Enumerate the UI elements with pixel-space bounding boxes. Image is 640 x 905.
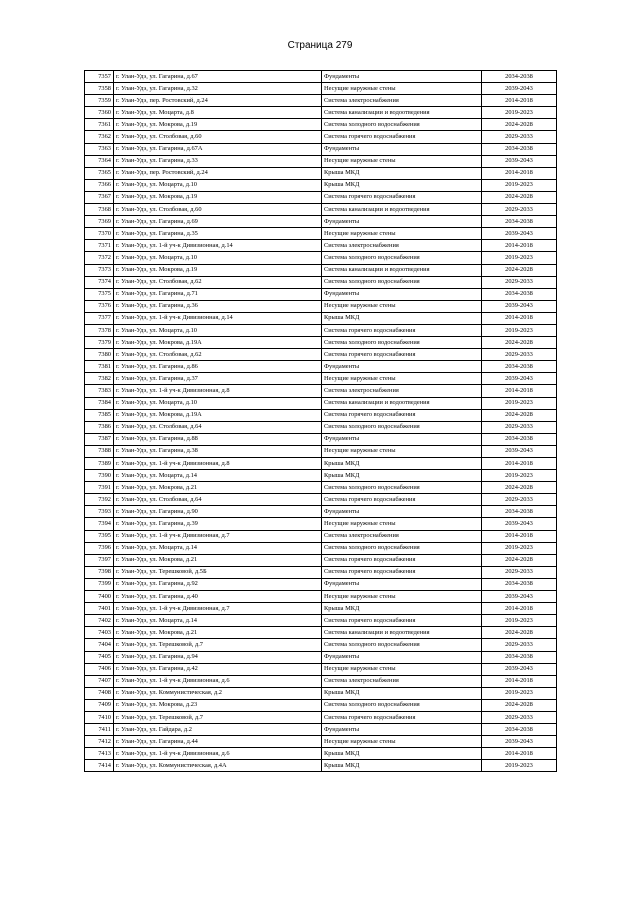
- period-cell: 2039-2043: [482, 518, 557, 530]
- row-number-cell: 7357: [85, 71, 114, 83]
- table-row: [85, 143, 557, 155]
- address-cell: г. Улан-Удэ, ул. Терешковой, д.5Б: [114, 566, 322, 578]
- period-cell: 2039-2043: [482, 591, 557, 603]
- period-cell: 2014-2018: [482, 748, 557, 760]
- address-cell: г. Улан-Удэ, ул. Гагарина, д.40: [114, 591, 322, 603]
- address-cell: г. Улан-Удэ, ул. Гагарина, д.69: [114, 216, 322, 228]
- system-cell: Несущие наружные стены: [322, 518, 482, 530]
- table-row: [85, 216, 557, 228]
- system-cell: Несущие наружные стены: [322, 445, 482, 457]
- row-number-cell: 7366: [85, 179, 114, 191]
- row-number-cell: 7370: [85, 228, 114, 240]
- system-cell: Система канализации и водоотведения: [322, 264, 482, 276]
- period-cell: 2019-2023: [482, 470, 557, 482]
- period-cell: 2039-2043: [482, 663, 557, 675]
- row-number-cell: 7402: [85, 615, 114, 627]
- row-number-cell: 7361: [85, 119, 114, 131]
- address-cell: г. Улан-Удэ, ул. Моцарта, д.10: [114, 252, 322, 264]
- system-cell: Система горячего водоснабжения: [322, 615, 482, 627]
- system-cell: Несущие наружные стены: [322, 83, 482, 95]
- address-cell: г. Улан-Удэ, ул. Столбовая, д.62: [114, 276, 322, 288]
- system-cell: Несущие наружные стены: [322, 736, 482, 748]
- row-number-cell: 7363: [85, 143, 114, 155]
- system-cell: Фундаменты: [322, 433, 482, 445]
- period-cell: 2034-2038: [482, 724, 557, 736]
- system-cell: Несущие наружные стены: [322, 228, 482, 240]
- row-number-cell: 7373: [85, 264, 114, 276]
- period-cell: 2024-2028: [482, 699, 557, 711]
- period-cell: 2034-2038: [482, 361, 557, 373]
- table-row: [85, 675, 557, 687]
- row-number-cell: 7367: [85, 191, 114, 203]
- period-cell: 2034-2038: [482, 288, 557, 300]
- system-cell: Система холодного водоснабжения: [322, 119, 482, 131]
- table-row: [85, 711, 557, 723]
- row-number-cell: 7381: [85, 361, 114, 373]
- system-cell: Крыша МКД: [322, 470, 482, 482]
- period-cell: 2014-2018: [482, 240, 557, 252]
- table-row: [85, 736, 557, 748]
- system-cell: Фундаменты: [322, 71, 482, 83]
- row-number-cell: 7376: [85, 300, 114, 312]
- row-number-cell: 7362: [85, 131, 114, 143]
- period-cell: 2034-2038: [482, 506, 557, 518]
- row-number-cell: 7398: [85, 566, 114, 578]
- address-cell: г. Улан-Удэ, ул. Гагарина, д.67: [114, 71, 322, 83]
- row-number-cell: 7365: [85, 167, 114, 179]
- row-number-cell: 7401: [85, 603, 114, 615]
- period-cell: 2039-2043: [482, 445, 557, 457]
- period-cell: 2029-2033: [482, 494, 557, 506]
- row-number-cell: 7386: [85, 421, 114, 433]
- system-cell: Фундаменты: [322, 361, 482, 373]
- table-row: [85, 300, 557, 312]
- period-cell: 2019-2023: [482, 324, 557, 336]
- system-cell: Система холодного водоснабжения: [322, 639, 482, 651]
- address-cell: г. Улан-Удэ, ул. Мокрова, д.23: [114, 699, 322, 711]
- row-number-cell: 7360: [85, 107, 114, 119]
- table-row: [85, 542, 557, 554]
- address-cell: г. Улан-Удэ, ул. Мокрова, д.19: [114, 264, 322, 276]
- period-cell: 2019-2023: [482, 107, 557, 119]
- period-cell: 2029-2033: [482, 276, 557, 288]
- table-row: [85, 760, 557, 772]
- period-cell: 2014-2018: [482, 458, 557, 470]
- system-cell: Система холодного водоснабжения: [322, 252, 482, 264]
- row-number-cell: 7385: [85, 409, 114, 421]
- address-cell: г. Улан-Удэ, ул. Моцарта, д.10: [114, 324, 322, 336]
- table-row: [85, 470, 557, 482]
- system-cell: Система горячего водоснабжения: [322, 494, 482, 506]
- row-number-cell: 7392: [85, 494, 114, 506]
- row-number-cell: 7396: [85, 542, 114, 554]
- system-cell: Фундаменты: [322, 506, 482, 518]
- period-cell: 2029-2033: [482, 711, 557, 723]
- row-number-cell: 7379: [85, 337, 114, 349]
- address-cell: г. Улан-Удэ, ул. Гагарина, д.92: [114, 578, 322, 590]
- system-cell: Система канализации и водоотведения: [322, 204, 482, 216]
- address-cell: г. Улан-Удэ, ул. Гагарина, д.42: [114, 663, 322, 675]
- row-number-cell: 7391: [85, 482, 114, 494]
- period-cell: 2024-2028: [482, 554, 557, 566]
- table-row: [85, 627, 557, 639]
- system-cell: Крыша МКД: [322, 760, 482, 772]
- period-cell: 2024-2028: [482, 264, 557, 276]
- row-number-cell: 7407: [85, 675, 114, 687]
- address-cell: г. Улан-Удэ, ул. Мокрова, д.21: [114, 627, 322, 639]
- system-cell: Несущие наружные стены: [322, 663, 482, 675]
- period-cell: 2029-2033: [482, 421, 557, 433]
- period-cell: 2014-2018: [482, 603, 557, 615]
- address-cell: г. Улан-Удэ, ул. Гагарина, д.36: [114, 300, 322, 312]
- system-cell: Система горячего водоснабжения: [322, 409, 482, 421]
- table-row: [85, 566, 557, 578]
- row-number-cell: 7413: [85, 748, 114, 760]
- system-cell: Система горячего водоснабжения: [322, 711, 482, 723]
- address-cell: г. Улан-Удэ, ул. 1-й уч-к Дивизионная, д.7: [114, 603, 322, 615]
- system-cell: Фундаменты: [322, 143, 482, 155]
- row-number-cell: 7414: [85, 760, 114, 772]
- system-cell: Крыша МКД: [322, 312, 482, 324]
- period-cell: 2034-2038: [482, 651, 557, 663]
- address-cell: г. Улан-Удэ, ул. Мокрова, д.19: [114, 119, 322, 131]
- table-row: [85, 554, 557, 566]
- system-cell: Фундаменты: [322, 216, 482, 228]
- row-number-cell: 7382: [85, 373, 114, 385]
- row-number-cell: 7388: [85, 445, 114, 457]
- address-cell: г. Улан-Удэ, ул. Моцарта, д.10: [114, 179, 322, 191]
- table-row: [85, 324, 557, 336]
- table-row: [85, 373, 557, 385]
- period-cell: 2024-2028: [482, 337, 557, 349]
- period-cell: 2034-2038: [482, 143, 557, 155]
- system-cell: Система холодного водоснабжения: [322, 699, 482, 711]
- row-number-cell: 7375: [85, 288, 114, 300]
- row-number-cell: 7394: [85, 518, 114, 530]
- row-number-cell: 7372: [85, 252, 114, 264]
- period-cell: 2039-2043: [482, 300, 557, 312]
- table-row: [85, 288, 557, 300]
- system-cell: Фундаменты: [322, 651, 482, 663]
- row-number-cell: 7377: [85, 312, 114, 324]
- system-cell: Крыша МКД: [322, 603, 482, 615]
- system-cell: Несущие наружные стены: [322, 155, 482, 167]
- address-cell: г. Улан-Удэ, ул. Гагарина, д.86: [114, 361, 322, 373]
- period-cell: 2019-2023: [482, 542, 557, 554]
- address-cell: г. Улан-Удэ, ул. Столбовая, д.64: [114, 494, 322, 506]
- address-cell: г. Улан-Удэ, ул. Столбовая, д.60: [114, 204, 322, 216]
- row-number-cell: 7378: [85, 324, 114, 336]
- period-cell: 2014-2018: [482, 675, 557, 687]
- system-cell: Крыша МКД: [322, 179, 482, 191]
- address-cell: г. Улан-Удэ, ул. 1-й уч-к Дивизионная, д.14: [114, 240, 322, 252]
- system-cell: Система канализации и водоотведения: [322, 107, 482, 119]
- table-row: [85, 506, 557, 518]
- address-cell: г. Улан-Удэ, ул. Столбовая, д.62: [114, 349, 322, 361]
- table-row: [85, 337, 557, 349]
- row-number-cell: 7364: [85, 155, 114, 167]
- row-number-cell: 7409: [85, 699, 114, 711]
- address-cell: г. Улан-Удэ, ул. Моцарта, д.14: [114, 615, 322, 627]
- row-number-cell: 7400: [85, 591, 114, 603]
- address-cell: г. Улан-Удэ, ул. Гагарина, д.37: [114, 373, 322, 385]
- row-number-cell: 7410: [85, 711, 114, 723]
- row-number-cell: 7387: [85, 433, 114, 445]
- system-cell: Система канализации и водоотведения: [322, 627, 482, 639]
- row-number-cell: 7403: [85, 627, 114, 639]
- period-cell: 2039-2043: [482, 228, 557, 240]
- system-cell: Система горячего водоснабжения: [322, 131, 482, 143]
- address-cell: г. Улан-Удэ, ул. Мокрова, д.19А: [114, 409, 322, 421]
- period-cell: 2024-2028: [482, 627, 557, 639]
- address-cell: г. Улан-Удэ, ул. Терешковой, д.7: [114, 639, 322, 651]
- period-cell: 2024-2028: [482, 409, 557, 421]
- table-row: [85, 530, 557, 542]
- table-row: [85, 119, 557, 131]
- address-cell: г. Улан-Удэ, ул. Мокрова, д.19: [114, 191, 322, 203]
- address-cell: г. Улан-Удэ, ул. 1-й уч-к Дивизионная, д.6: [114, 748, 322, 760]
- table-row: [85, 95, 557, 107]
- address-cell: г. Улан-Удэ, ул. Гагарина, д.71: [114, 288, 322, 300]
- system-cell: Система холодного водоснабжения: [322, 542, 482, 554]
- period-cell: 2024-2028: [482, 191, 557, 203]
- row-number-cell: 7359: [85, 95, 114, 107]
- table-row: [85, 71, 557, 83]
- address-cell: г. Улан-Удэ, ул. Гагарина, д.33: [114, 155, 322, 167]
- row-number-cell: 7369: [85, 216, 114, 228]
- system-cell: Фундаменты: [322, 578, 482, 590]
- address-cell: г. Улан-Удэ, пер. Ростовский, д.24: [114, 167, 322, 179]
- period-cell: 2034-2038: [482, 578, 557, 590]
- address-cell: г. Улан-Удэ, ул. Гагарина, д.94: [114, 651, 322, 663]
- table-row: [85, 445, 557, 457]
- period-cell: 2019-2023: [482, 397, 557, 409]
- row-number-cell: 7368: [85, 204, 114, 216]
- table-row: [85, 397, 557, 409]
- system-cell: Система горячего водоснабжения: [322, 191, 482, 203]
- period-cell: 2039-2043: [482, 155, 557, 167]
- table-row: [85, 518, 557, 530]
- address-cell: г. Улан-Удэ, пер. Ростовский, д.24: [114, 95, 322, 107]
- address-cell: г. Улан-Удэ, ул. 1-й уч-к Дивизионная, д.6: [114, 675, 322, 687]
- table-row: [85, 699, 557, 711]
- table-row: [85, 651, 557, 663]
- system-cell: Фундаменты: [322, 724, 482, 736]
- table-row: [85, 264, 557, 276]
- address-cell: г. Улан-Удэ, ул. Гагарина, д.35: [114, 228, 322, 240]
- system-cell: Система горячего водоснабжения: [322, 566, 482, 578]
- system-cell: Фундаменты: [322, 288, 482, 300]
- period-cell: 2019-2023: [482, 179, 557, 191]
- row-number-cell: 7405: [85, 651, 114, 663]
- table-row: [85, 421, 557, 433]
- address-cell: г. Улан-Удэ, ул. Гагарина, д.32: [114, 83, 322, 95]
- address-cell: г. Улан-Удэ, ул. 1-й уч-к Дивизионная, д.14: [114, 312, 322, 324]
- system-cell: Система холодного водоснабжения: [322, 421, 482, 433]
- address-cell: г. Улан-Удэ, ул. Коммунистическая, д.2: [114, 687, 322, 699]
- address-cell: г. Улан-Удэ, ул. Мокрова, д.21: [114, 554, 322, 566]
- system-cell: Система электроснабжения: [322, 530, 482, 542]
- system-cell: Система электроснабжения: [322, 675, 482, 687]
- address-cell: г. Улан-Удэ, ул. Гагарина, д.44: [114, 736, 322, 748]
- table-row: [85, 494, 557, 506]
- table-row: [85, 591, 557, 603]
- system-cell: Крыша МКД: [322, 687, 482, 699]
- period-cell: 2024-2028: [482, 119, 557, 131]
- period-cell: 2029-2033: [482, 131, 557, 143]
- system-cell: Система канализации и водоотведения: [322, 397, 482, 409]
- table-row: [85, 155, 557, 167]
- row-number-cell: 7358: [85, 83, 114, 95]
- system-cell: Несущие наружные стены: [322, 300, 482, 312]
- address-cell: г. Улан-Удэ, ул. 1-й уч-к Дивизионная, д.7: [114, 530, 322, 542]
- row-number-cell: 7383: [85, 385, 114, 397]
- row-number-cell: 7371: [85, 240, 114, 252]
- period-cell: 2024-2028: [482, 482, 557, 494]
- system-cell: Несущие наружные стены: [322, 591, 482, 603]
- system-cell: Система электроснабжения: [322, 240, 482, 252]
- address-cell: г. Улан-Удэ, ул. Гагарина, д.88: [114, 433, 322, 445]
- table-row: [85, 433, 557, 445]
- period-cell: 2039-2043: [482, 373, 557, 385]
- period-cell: 2029-2033: [482, 349, 557, 361]
- system-cell: Крыша МКД: [322, 167, 482, 179]
- address-cell: г. Улан-Удэ, ул. Коммунистическая, д.4А: [114, 760, 322, 772]
- row-number-cell: 7374: [85, 276, 114, 288]
- row-number-cell: 7399: [85, 578, 114, 590]
- address-cell: г. Улан-Удэ, ул. 1-й уч-к Дивизионная, д.8: [114, 385, 322, 397]
- table-row: [85, 482, 557, 494]
- period-cell: 2014-2018: [482, 530, 557, 542]
- table-row: [85, 167, 557, 179]
- row-number-cell: 7412: [85, 736, 114, 748]
- row-number-cell: 7395: [85, 530, 114, 542]
- table-row: [85, 312, 557, 324]
- system-cell: Система электроснабжения: [322, 95, 482, 107]
- address-cell: г. Улан-Удэ, ул. Моцарта, д.8: [114, 107, 322, 119]
- period-cell: 2019-2023: [482, 687, 557, 699]
- table-row: [85, 191, 557, 203]
- period-cell: 2014-2018: [482, 385, 557, 397]
- system-cell: Система холодного водоснабжения: [322, 482, 482, 494]
- table-row: [85, 615, 557, 627]
- address-cell: г. Улан-Удэ, ул. Гагарина, д.38: [114, 445, 322, 457]
- address-cell: г. Улан-Удэ, ул. Моцарта, д.14: [114, 470, 322, 482]
- address-cell: г. Улан-Удэ, ул. Столбовая, д.60: [114, 131, 322, 143]
- system-cell: Крыша МКД: [322, 748, 482, 760]
- row-number-cell: 7408: [85, 687, 114, 699]
- system-cell: Система холодного водоснабжения: [322, 337, 482, 349]
- address-cell: г. Улан-Удэ, ул. Гагарина, д.39: [114, 518, 322, 530]
- table-row: [85, 724, 557, 736]
- row-number-cell: 7380: [85, 349, 114, 361]
- period-cell: 2019-2023: [482, 252, 557, 264]
- address-cell: г. Улан-Удэ, ул. Гагарина, д.90: [114, 506, 322, 518]
- table-row: [85, 276, 557, 288]
- address-cell: г. Улан-Удэ, ул. Мокрова, д.21: [114, 482, 322, 494]
- system-cell: Крыша МКД: [322, 458, 482, 470]
- table-row: [85, 240, 557, 252]
- table-row: [85, 458, 557, 470]
- table-row: [85, 179, 557, 191]
- table-row: [85, 687, 557, 699]
- period-cell: 2029-2033: [482, 639, 557, 651]
- period-cell: 2029-2033: [482, 566, 557, 578]
- table-row: [85, 663, 557, 675]
- table-row: [85, 107, 557, 119]
- table-row: [85, 578, 557, 590]
- system-cell: Система электроснабжения: [322, 385, 482, 397]
- table-body: [85, 71, 557, 772]
- table-row: [85, 639, 557, 651]
- table-row: [85, 748, 557, 760]
- address-cell: г. Улан-Удэ, ул. Гагарина, д.67А: [114, 143, 322, 155]
- period-cell: 2014-2018: [482, 312, 557, 324]
- row-number-cell: 7389: [85, 458, 114, 470]
- table-row: [85, 83, 557, 95]
- period-cell: 2039-2043: [482, 83, 557, 95]
- period-cell: 2014-2018: [482, 167, 557, 179]
- address-cell: г. Улан-Удэ, ул. Мокрова, д.19А: [114, 337, 322, 349]
- system-cell: Система холодного водоснабжения: [322, 276, 482, 288]
- system-cell: Система горячего водоснабжения: [322, 349, 482, 361]
- table-row: [85, 349, 557, 361]
- period-cell: 2019-2023: [482, 615, 557, 627]
- table-row: [85, 252, 557, 264]
- table-row: [85, 204, 557, 216]
- address-cell: г. Улан-Удэ, ул. Терешковой, д.7: [114, 711, 322, 723]
- table-row: [85, 228, 557, 240]
- table-row: [85, 603, 557, 615]
- table-row: [85, 361, 557, 373]
- period-cell: 2034-2038: [482, 216, 557, 228]
- address-cell: г. Улан-Удэ, ул. Моцарта, д.14: [114, 542, 322, 554]
- period-cell: 2039-2043: [482, 736, 557, 748]
- period-cell: 2034-2038: [482, 71, 557, 83]
- system-cell: Несущие наружные стены: [322, 373, 482, 385]
- row-number-cell: 7393: [85, 506, 114, 518]
- system-cell: Система горячего водоснабжения: [322, 324, 482, 336]
- row-number-cell: 7406: [85, 663, 114, 675]
- row-number-cell: 7390: [85, 470, 114, 482]
- address-cell: г. Улан-Удэ, ул. Моцарта, д.10: [114, 397, 322, 409]
- table-row: [85, 385, 557, 397]
- table-row: [85, 131, 557, 143]
- address-cell: г. Улан-Удэ, ул. 1-й уч-к Дивизионная, д.8: [114, 458, 322, 470]
- table-row: [85, 409, 557, 421]
- repair-schedule-table: [84, 70, 557, 772]
- period-cell: 2034-2038: [482, 433, 557, 445]
- period-cell: 2019-2023: [482, 760, 557, 772]
- page-number-header: Страница 279: [287, 40, 353, 51]
- row-number-cell: 7411: [85, 724, 114, 736]
- period-cell: 2014-2018: [482, 95, 557, 107]
- row-number-cell: 7384: [85, 397, 114, 409]
- address-cell: г. Улан-Удэ, ул. Гайдара, д.2: [114, 724, 322, 736]
- address-cell: г. Улан-Удэ, ул. Столбовая, д.64: [114, 421, 322, 433]
- period-cell: 2029-2033: [482, 204, 557, 216]
- row-number-cell: 7404: [85, 639, 114, 651]
- row-number-cell: 7397: [85, 554, 114, 566]
- system-cell: Система горячего водоснабжения: [322, 554, 482, 566]
